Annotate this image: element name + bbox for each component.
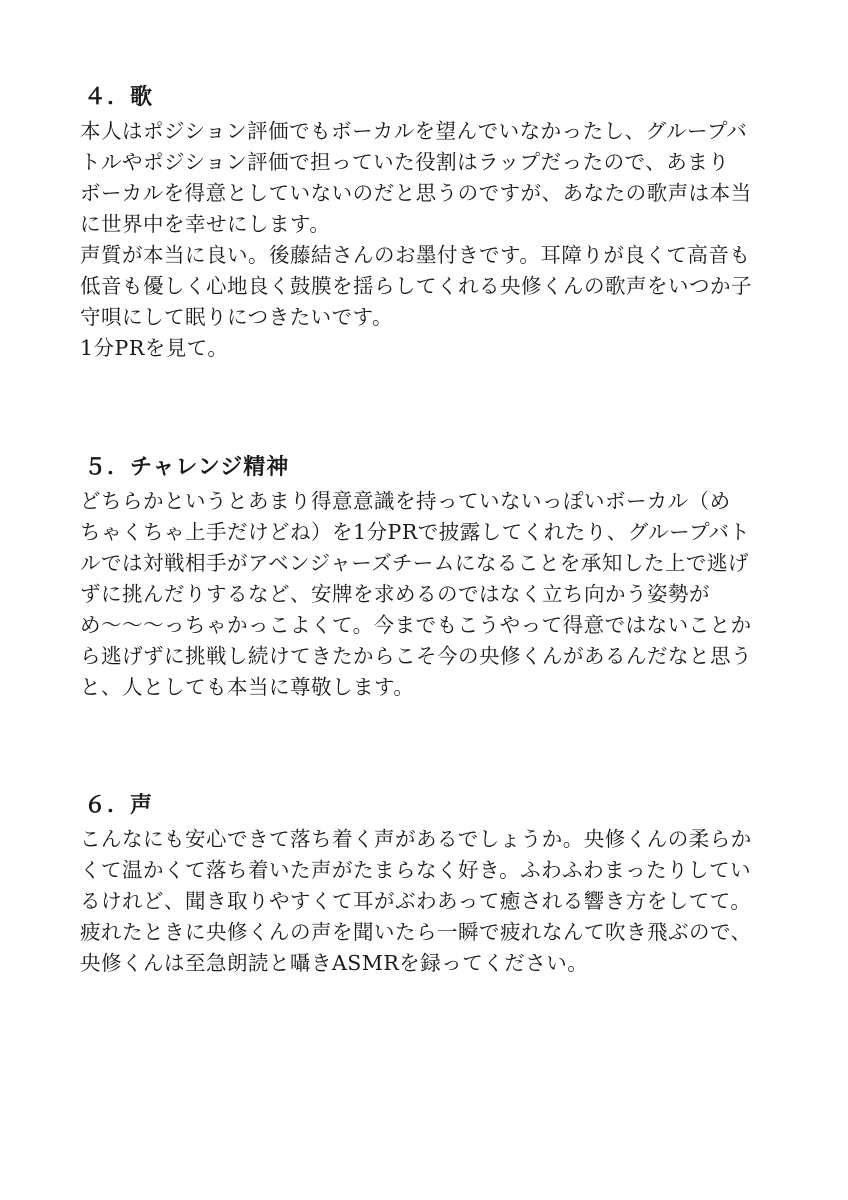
section-voice [80,790,780,979]
paragraph-line: ボーカルを得意としていないのだと思うのですが、あなたの歌声は本当 [80,181,752,205]
section-song [80,82,780,364]
paragraph-line: どちらかというとあまり得意意識を持っていないっぽいボーカル（め [80,489,731,513]
paragraph-line: 央修くんは至急朗読と囁きASMRを録ってください。 [80,951,589,975]
paragraph-line: ルでは対戦相手がアベンジャーズチームになることを承知した上で逃げ [80,551,749,575]
paragraph-line: こんなにも安心できて落ち着く声があるでしょうか。央修くんの柔らか [80,827,752,851]
paragraph-line: 守唄にして眠りにつきたいです。 [80,305,393,329]
paragraph-line: るけれど、聞き取りやすくて耳がぶわあって癒される響き方をしてて。 [80,889,752,913]
paragraph-line: くて温かくて落ち着いた声がたまらなく好き。ふわふわまったりしてい [80,858,752,882]
paragraph-line: ずに挑んだりするなど、安牌を求めるのではなく立ち向かう姿勢が [80,582,710,606]
section-heading: ６．声 [84,792,154,818]
paragraph-line: 低音も優しく心地良く鼓膜を揺らしてくれる央修くんの歌声をいつか子 [80,274,752,298]
paragraph-line: トルやポジション評価で担っていた役割はラップだったので、あまり [80,150,730,174]
paragraph-line: 本人はポジション評価でもボーカルを望んでいなかったし、グループバ [80,119,748,143]
paragraph-line: 疲れたときに央修くんの声を聞いたら一瞬で疲れなんて吹き飛ぶので、 [80,920,752,944]
paragraph-line: に世界中を幸せにします。 [80,212,331,236]
section-heading: ４．歌 [84,84,154,110]
paragraph-line: と、人としても本当に尊敬します。 [80,675,415,699]
paragraph-line: ちゃくちゃ上手だけどね）を1分PRで披露してくれたり、グループバト [80,520,751,544]
paragraph-line: め〜〜〜っちゃかっこよくて。今までもこうやって得意ではないことか [80,613,752,637]
section-heading: ５．チャレンジ精神 [84,454,290,480]
paragraph-line: 1分PRを見て。 [80,336,229,360]
section-challenge-spirit [80,452,780,703]
paragraph-line: ら逃げずに挑戦し続けてきたからこそ今の央修くんがあるんだなと思う [80,644,752,668]
paragraph-line: 声質が本当に良い。後藤結さんのお墨付きです。耳障りが良くて高音も [80,243,751,267]
